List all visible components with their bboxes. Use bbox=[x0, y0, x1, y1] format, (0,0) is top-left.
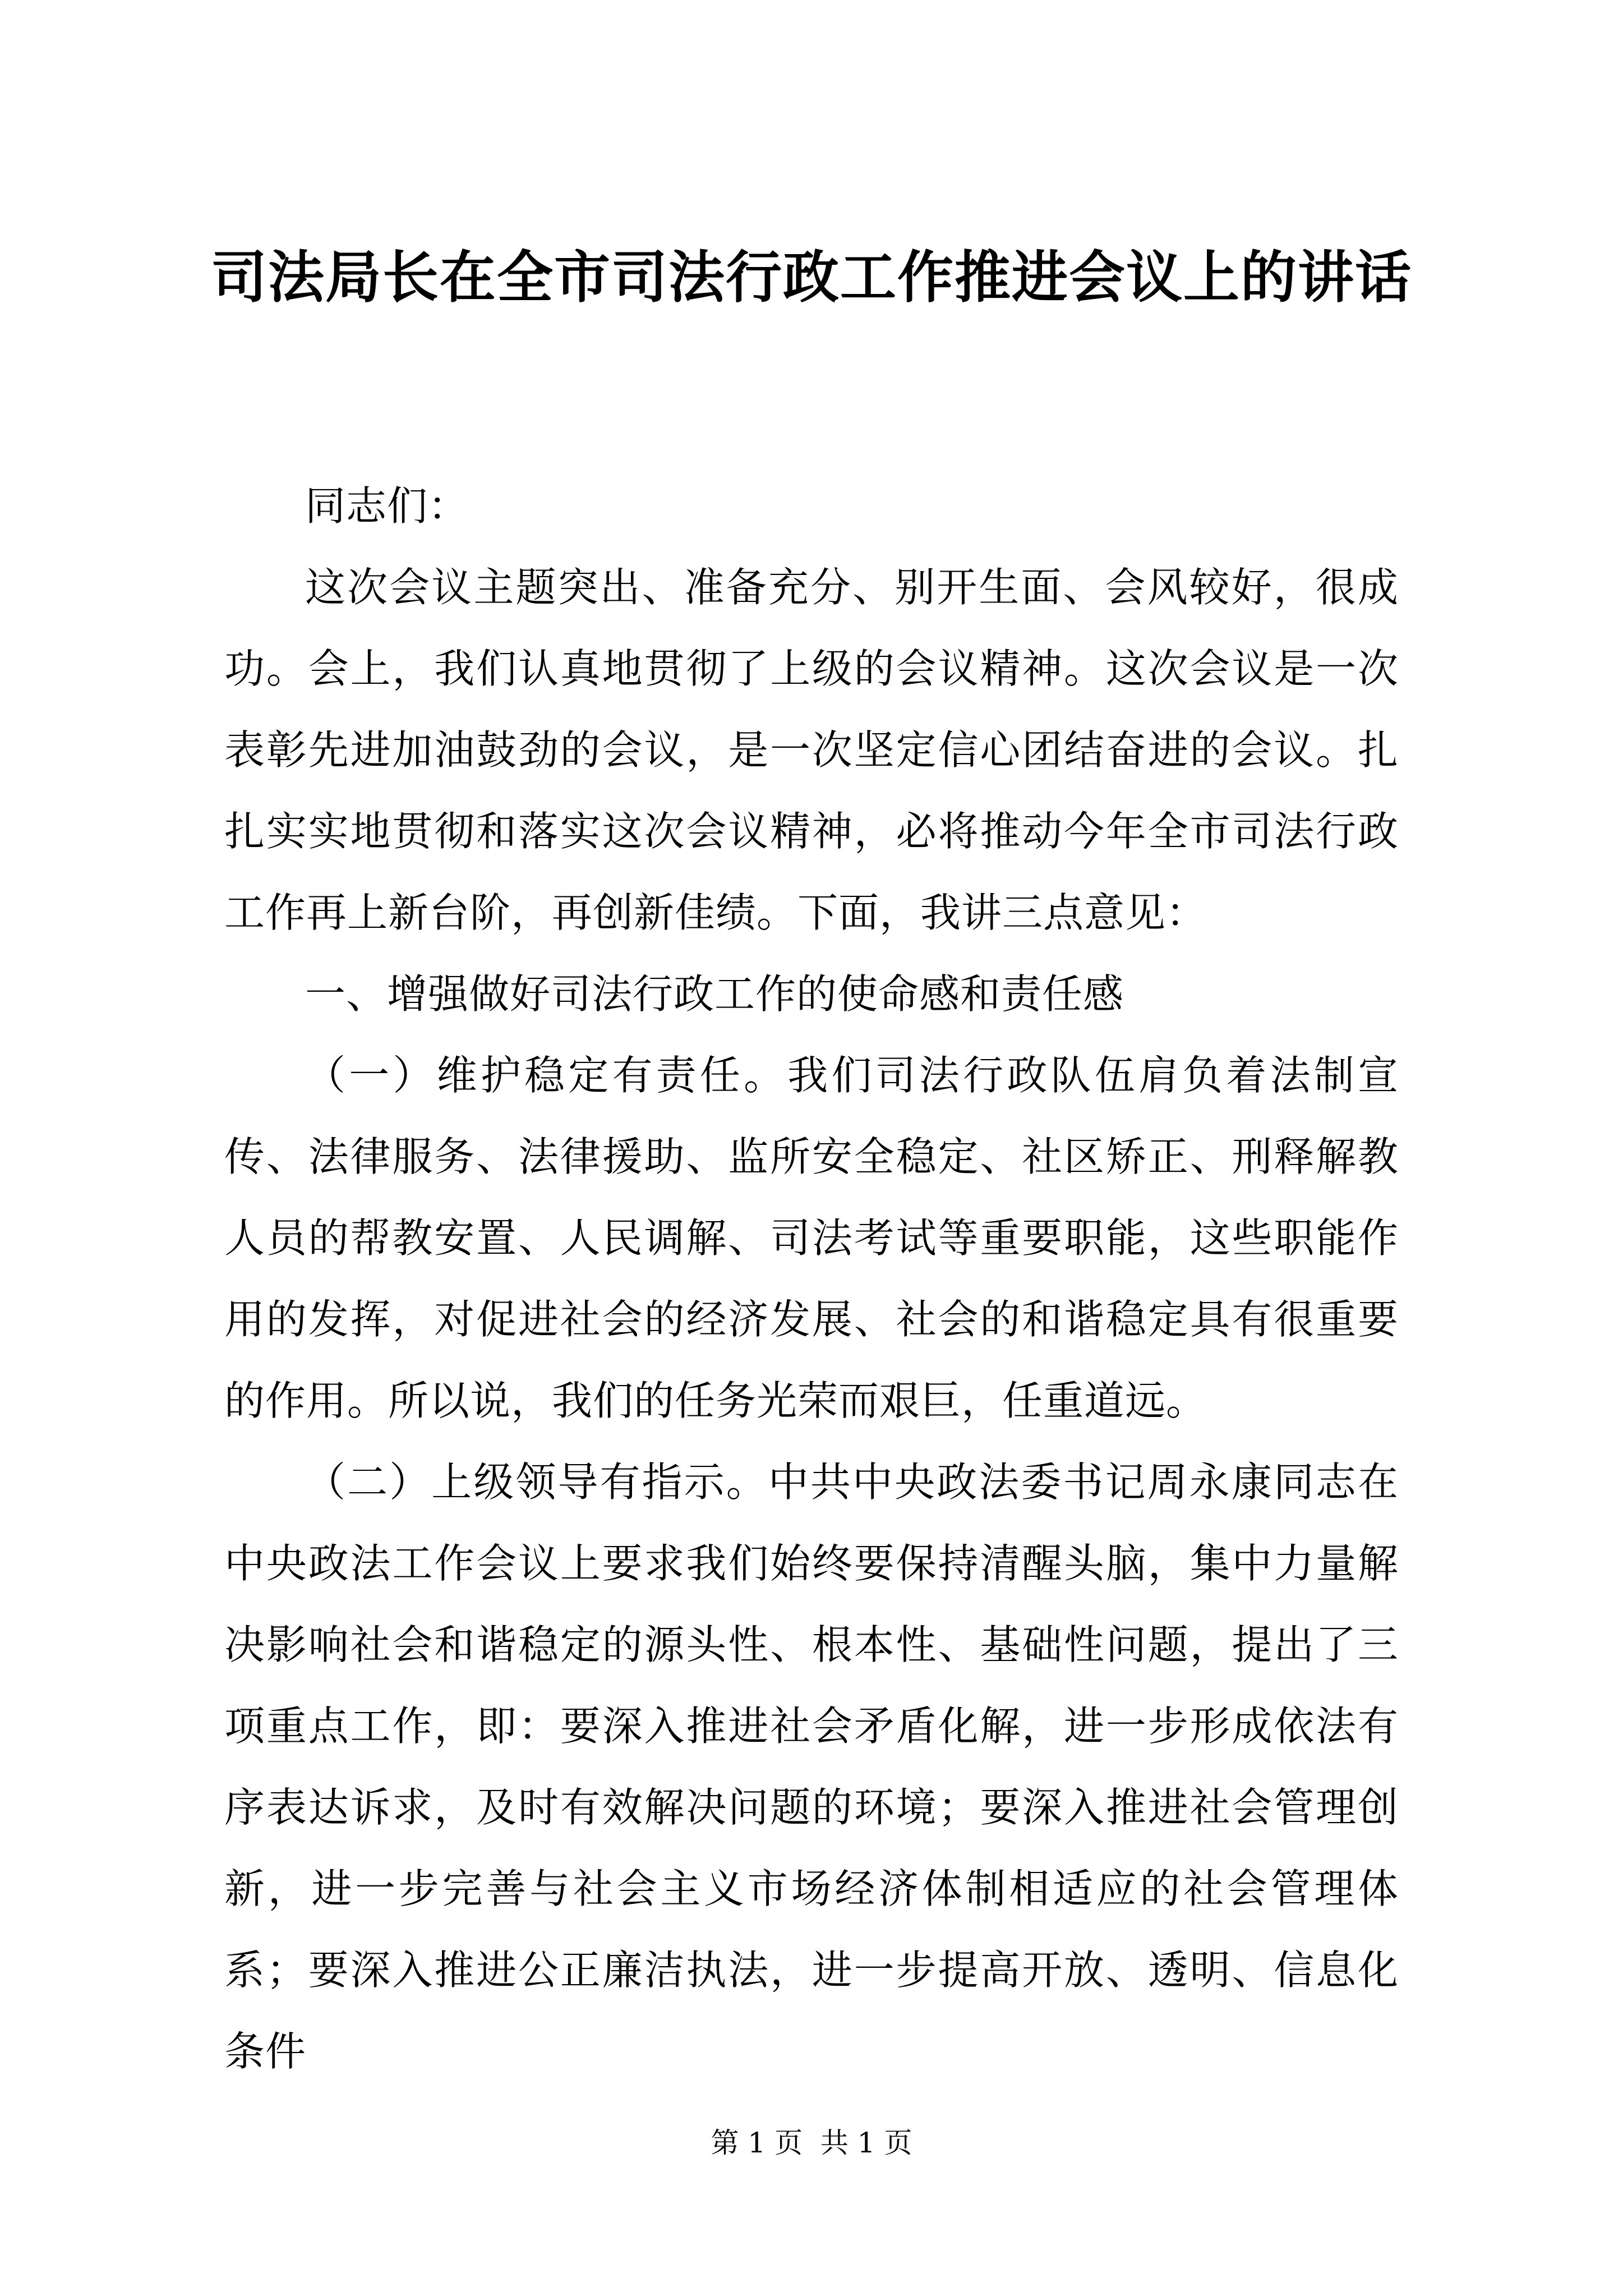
document-title: 司法局长在全市司法行政工作推进会议上的讲话 bbox=[211, 244, 1412, 310]
section-heading: 一、增强做好司法行政工作的使命感和责任感 bbox=[305, 970, 1124, 1018]
salutation-paragraph: 同志们： bbox=[305, 482, 469, 530]
subsection-paragraph-2: （二）上级领导有指示。中共中央政法委书记周永康同志在中央政法工作会议上要求我们始终要保持清醒头脑，集中力量解决影响社会和谐稳定的源头性、根本性、基础性问题，提出了三项重点工作，即：要深入推进社会矛盾化解，进一步形成依法有序表达诉求，及时有效解决问题的环境；要深入推进社会管理创新，进一步完善与社会主义市场经济体制相适应的社会管理体系；要深入推进公正廉洁执法，进一步提高开放、透明、信息化条件 bbox=[224, 1458, 1399, 2075]
subsection-paragraph-1: （一）维护稳定有责任。我们司法行政队伍肩负着法制宣传、法律服务、法律援助、监所安全稳定、社区矫正、刑释解教人员的帮教安置、人民调解、司法考试等重要职能，这些职能作用的发挥，对促进社会的经济发展、社会的和谐稳定具有很重要的作用。所以说，我们的任务光荣而艰巨，任重道远。 bbox=[224, 1052, 1399, 1424]
intro-paragraph: 这次会议主题突出、准备充分、别开生面、会风较好，很成功。会上，我们认真地贯彻了上级的会议精神。这次会议是一次表彰先进加油鼓劲的会议，是一次坚定信心团结奋进的会议。扎扎实实地贯彻和落实这次会议精神，必将推动今年全市司法行政工作再上新台阶，再创新佳绩。下面，我讲三点意见： bbox=[224, 564, 1399, 936]
page-number: 第 1 页 共 1 页 bbox=[711, 2127, 912, 2159]
document-body bbox=[224, 466, 1399, 2092]
page-footer bbox=[0, 2126, 1623, 2160]
